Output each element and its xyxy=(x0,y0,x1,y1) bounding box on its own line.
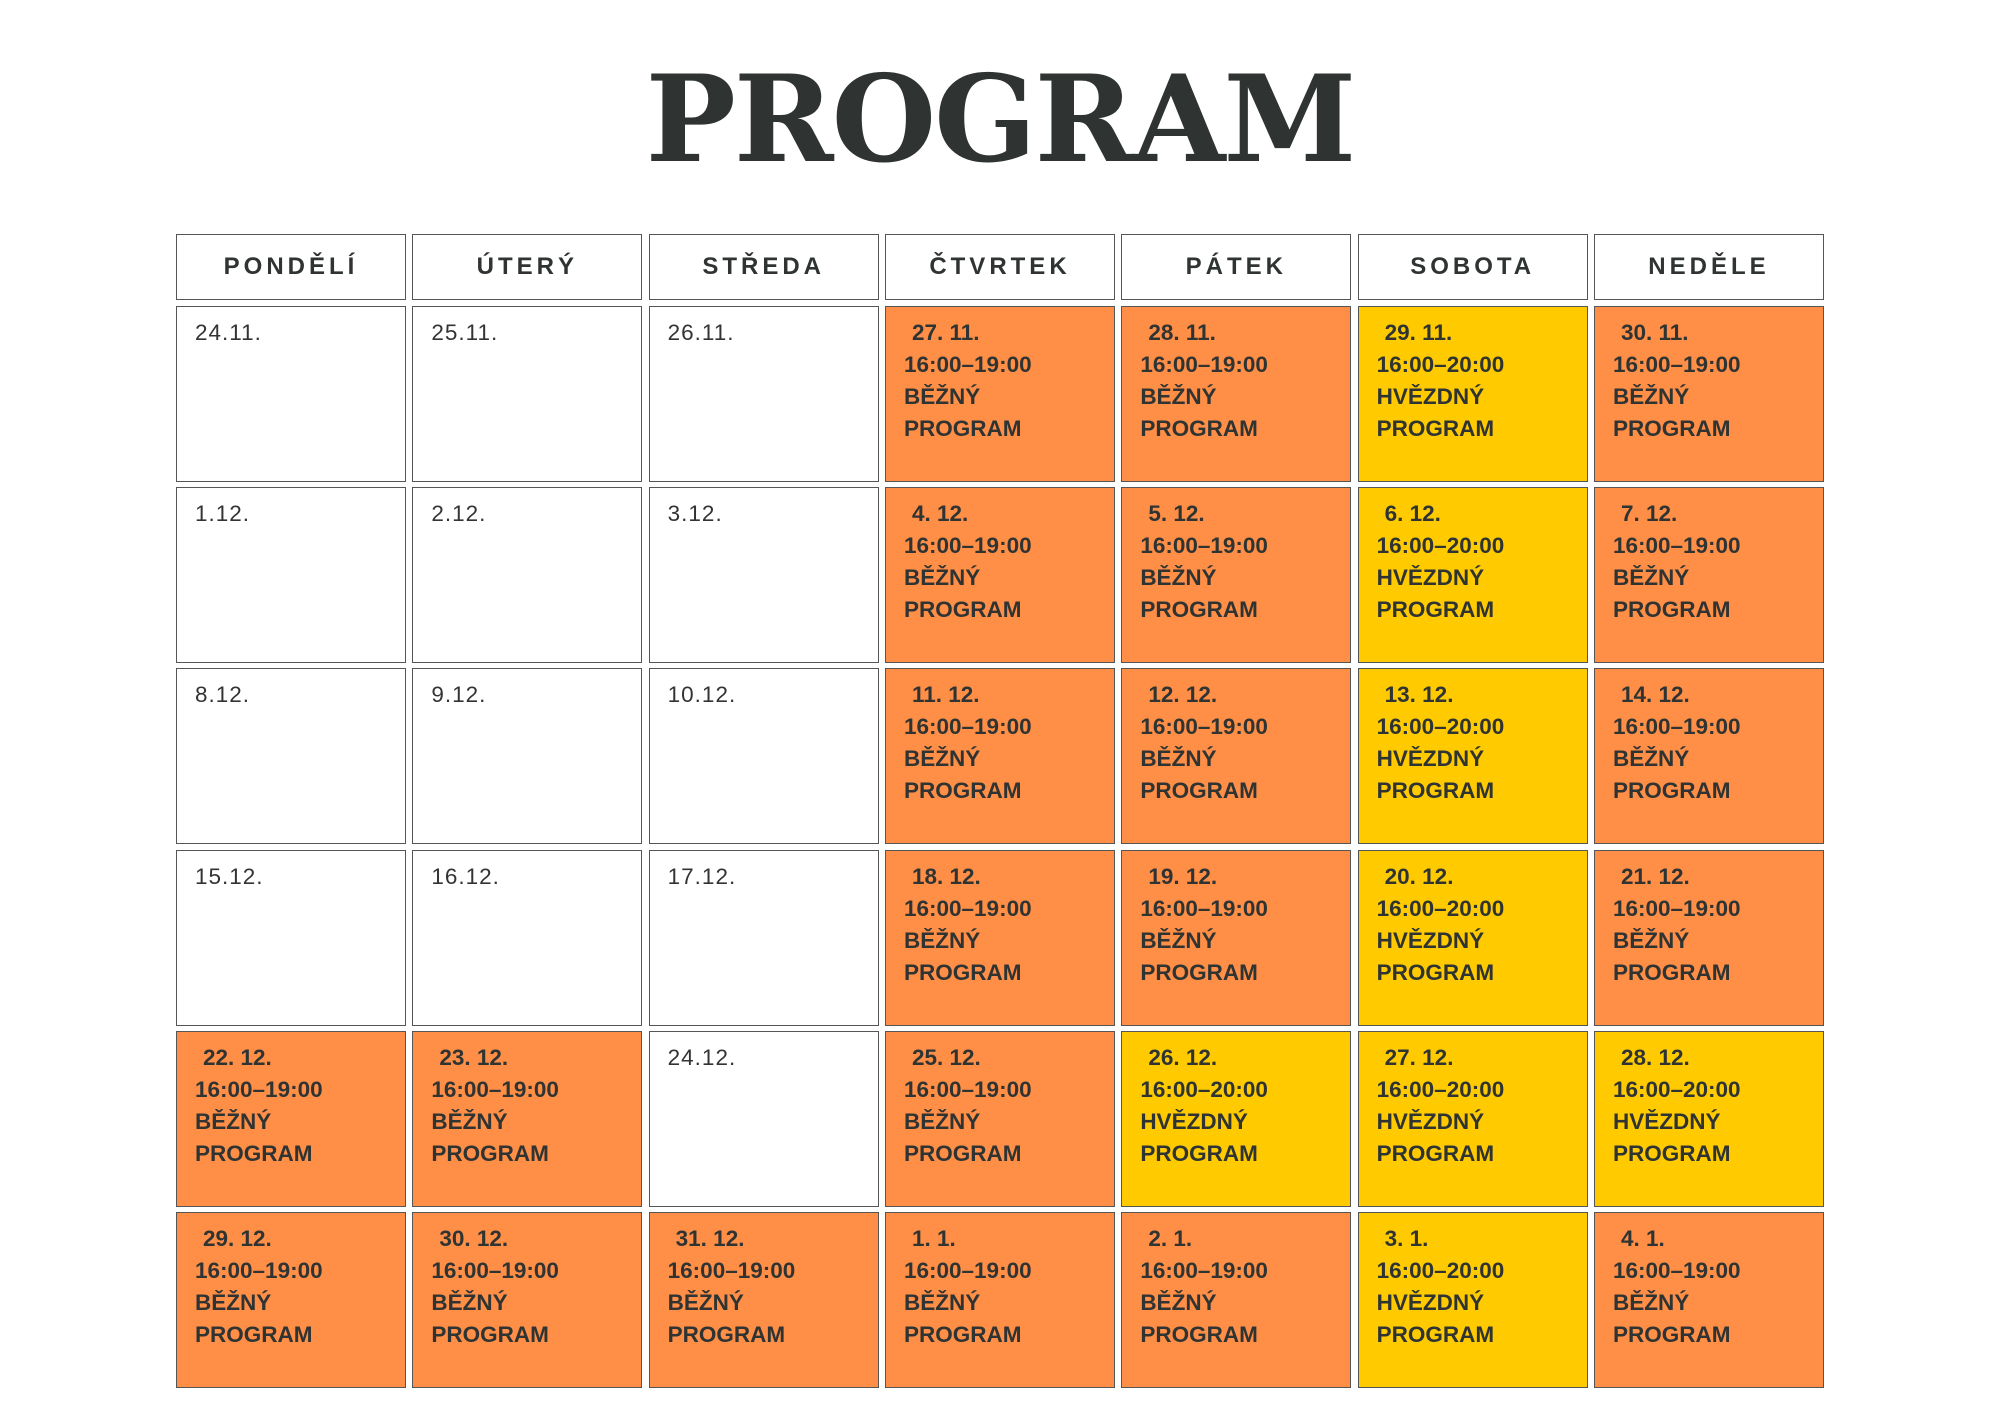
day-cell-regular-program xyxy=(1121,306,1351,482)
day-date: 3. 1. xyxy=(1384,1225,1429,1251)
day-cell-star-program xyxy=(1358,487,1588,663)
day-date: 9.12. xyxy=(431,682,487,708)
day-date: 2. 1. xyxy=(1148,1225,1193,1251)
day-program-label: BĚŽNÝ PROGRAM xyxy=(431,1108,549,1166)
day-program-label: BĚŽNÝ PROGRAM xyxy=(667,1289,786,1347)
day-cell-regular-program xyxy=(885,306,1115,482)
day-time: 16:00–19:00 xyxy=(1140,895,1268,921)
day-cell-empty xyxy=(176,850,406,1026)
day-time: 16:00–20:00 xyxy=(1376,1257,1505,1283)
day-date: 14. 12. xyxy=(1620,682,1690,708)
day-time: 16:00–20:00 xyxy=(1376,895,1505,921)
day-program-label: BĚŽNÝ PROGRAM xyxy=(903,746,1022,804)
program-calendar xyxy=(176,234,1824,1393)
day-date: 27. 11. xyxy=(911,320,980,345)
day-date: 30. 11. xyxy=(1620,320,1689,345)
day-time: 16:00–19:00 xyxy=(903,895,1032,921)
day-time: 16:00–19:00 xyxy=(903,352,1032,377)
day-program-label: HVĚZDNÝ PROGRAM xyxy=(1376,1108,1495,1166)
day-cell-regular-program xyxy=(885,1212,1115,1388)
page-title: PROGRAM xyxy=(645,49,1355,190)
day-date: 7. 12. xyxy=(1620,501,1678,527)
day-date: 13. 12. xyxy=(1384,682,1454,708)
day-program-label: BĚŽNÝ PROGRAM xyxy=(1140,1289,1258,1347)
day-cell-regular-program xyxy=(885,850,1115,1026)
day-program-label: HVĚZDNÝ PROGRAM xyxy=(1376,565,1495,623)
day-program-label: HVĚZDNÝ PROGRAM xyxy=(1376,1289,1495,1347)
weekday-header: PONDĚLÍ xyxy=(176,234,406,300)
day-program-label: BĚŽNÝ PROGRAM xyxy=(1612,1289,1731,1347)
day-date: 19. 12. xyxy=(1148,863,1218,889)
day-cell-empty xyxy=(176,487,406,663)
day-cell-empty xyxy=(649,850,879,1026)
day-date: 24.12. xyxy=(667,1044,737,1070)
day-time: 16:00–19:00 xyxy=(903,533,1032,559)
day-date: 10.12. xyxy=(667,682,737,708)
day-program-label: BĚŽNÝ PROGRAM xyxy=(903,1108,1022,1166)
day-program-label: BĚŽNÝ PROGRAM xyxy=(1140,384,1258,441)
day-time: 16:00–19:00 xyxy=(1612,714,1741,740)
day-date: 27. 12. xyxy=(1384,1044,1454,1070)
day-program-label: BĚŽNÝ PROGRAM xyxy=(195,1289,313,1347)
day-date: 5. 12. xyxy=(1148,501,1205,527)
day-time: 16:00–19:00 xyxy=(1140,352,1268,377)
day-date: 15.12. xyxy=(195,863,264,889)
day-date: 26.11. xyxy=(667,320,735,345)
day-date: 24.11. xyxy=(195,320,262,345)
day-time: 16:00–19:00 xyxy=(903,1076,1032,1102)
weekday-header: STŘEDA xyxy=(649,234,879,300)
day-cell-regular-program xyxy=(1594,306,1824,482)
day-time: 16:00–19:00 xyxy=(1612,533,1741,559)
day-time: 16:00–20:00 xyxy=(1376,714,1505,740)
day-time: 16:00–20:00 xyxy=(1376,352,1505,377)
day-date: 2.12. xyxy=(431,501,487,527)
day-date: 4. 12. xyxy=(911,501,969,527)
day-date: 1.12. xyxy=(195,501,251,527)
day-cell-regular-program xyxy=(1594,850,1824,1026)
day-cell-star-program xyxy=(1358,668,1588,844)
day-program-label: BĚŽNÝ PROGRAM xyxy=(903,1289,1022,1347)
day-cell-star-program xyxy=(1358,850,1588,1026)
day-program-label: BĚŽNÝ PROGRAM xyxy=(1612,384,1731,441)
day-time: 16:00–19:00 xyxy=(431,1076,559,1102)
day-cell-regular-program xyxy=(1594,668,1824,844)
day-date: 29. 11. xyxy=(1384,320,1453,345)
day-program-label: BĚŽNÝ PROGRAM xyxy=(431,1289,549,1347)
day-cell-star-program xyxy=(1121,1031,1351,1207)
day-program-label: BĚŽNÝ PROGRAM xyxy=(1140,746,1258,804)
day-time: 16:00–19:00 xyxy=(667,1257,796,1283)
day-cell-star-program xyxy=(1594,1031,1824,1207)
day-date: 6. 12. xyxy=(1384,501,1441,527)
day-time: 16:00–20:00 xyxy=(1376,1076,1505,1102)
day-cell-empty xyxy=(649,306,879,482)
day-date: 23. 12. xyxy=(439,1044,509,1070)
day-date: 8.12. xyxy=(195,682,251,708)
day-program-label: HVĚZDNÝ PROGRAM xyxy=(1376,384,1495,441)
day-cell-star-program xyxy=(1358,1031,1588,1207)
weekday-header: ÚTERÝ xyxy=(412,234,642,300)
day-cell-regular-program xyxy=(885,1031,1115,1207)
day-program-label: BĚŽNÝ PROGRAM xyxy=(1612,746,1731,804)
day-time: 16:00–19:00 xyxy=(195,1257,323,1283)
day-program-label: HVĚZDNÝ PROGRAM xyxy=(1140,1108,1258,1166)
weekday-header: NEDĚLE xyxy=(1594,234,1824,300)
day-program-label: HVĚZDNÝ PROGRAM xyxy=(1612,1108,1731,1166)
day-date: 30. 12. xyxy=(439,1225,509,1251)
day-time: 16:00–19:00 xyxy=(1140,1257,1268,1283)
day-program-label: BĚŽNÝ PROGRAM xyxy=(1140,565,1258,623)
day-time: 16:00–19:00 xyxy=(1612,352,1741,377)
day-cell-empty xyxy=(412,306,642,482)
day-time: 16:00–19:00 xyxy=(1612,895,1741,921)
day-time: 16:00–20:00 xyxy=(1140,1076,1268,1102)
day-cell-regular-program xyxy=(885,487,1115,663)
day-date: 21. 12. xyxy=(1620,863,1690,889)
day-time: 16:00–19:00 xyxy=(1140,714,1268,740)
day-program-label: BĚŽNÝ PROGRAM xyxy=(1612,927,1731,985)
day-program-label: BĚŽNÝ PROGRAM xyxy=(1612,565,1731,623)
day-time: 16:00–19:00 xyxy=(903,1257,1032,1283)
day-program-label: BĚŽNÝ PROGRAM xyxy=(903,927,1022,985)
day-date: 3.12. xyxy=(667,501,723,527)
day-time: 16:00–19:00 xyxy=(903,714,1032,740)
weekday-header: PÁTEK xyxy=(1121,234,1351,300)
day-program-label: BĚŽNÝ PROGRAM xyxy=(903,384,1022,441)
day-cell-regular-program xyxy=(412,1031,642,1207)
day-cell-regular-program xyxy=(1121,487,1351,663)
day-date: 29. 12. xyxy=(203,1225,272,1251)
day-cell-empty xyxy=(412,850,642,1026)
day-date: 31. 12. xyxy=(675,1225,745,1251)
day-cell-regular-program xyxy=(885,668,1115,844)
day-cell-empty xyxy=(412,487,642,663)
day-date: 11. 12. xyxy=(911,682,980,708)
weekday-header: SOBOTA xyxy=(1358,234,1588,300)
weekday-header: ČTVRTEK xyxy=(885,234,1115,300)
day-time: 16:00–20:00 xyxy=(1612,1076,1741,1102)
day-date: 18. 12. xyxy=(911,863,981,889)
day-date: 16.12. xyxy=(431,863,500,889)
day-time: 16:00–19:00 xyxy=(195,1076,323,1102)
day-cell-star-program xyxy=(1358,1212,1588,1388)
day-cell-empty xyxy=(176,668,406,844)
day-cell-regular-program xyxy=(176,1031,406,1207)
day-cell-regular-program xyxy=(1121,1212,1351,1388)
day-cell-regular-program xyxy=(1594,1212,1824,1388)
day-date: 4. 1. xyxy=(1620,1225,1665,1251)
day-cell-empty xyxy=(649,487,879,663)
day-date: 25.11. xyxy=(431,320,499,345)
day-date: 25. 12. xyxy=(911,1044,981,1070)
day-time: 16:00–20:00 xyxy=(1376,533,1505,559)
day-cell-regular-program xyxy=(1121,850,1351,1026)
day-date: 20. 12. xyxy=(1384,863,1454,889)
day-program-label: HVĚZDNÝ PROGRAM xyxy=(1376,746,1495,804)
day-time: 16:00–19:00 xyxy=(1612,1257,1741,1283)
day-date: 1. 1. xyxy=(911,1225,956,1251)
day-date: 22. 12. xyxy=(203,1044,272,1070)
day-program-label: BĚŽNÝ PROGRAM xyxy=(195,1108,313,1166)
day-cell-regular-program xyxy=(1594,487,1824,663)
day-date: 26. 12. xyxy=(1148,1044,1218,1070)
day-cell-regular-program xyxy=(412,1212,642,1388)
day-cell-empty xyxy=(649,668,879,844)
day-cell-regular-program xyxy=(1121,668,1351,844)
day-date: 28. 11. xyxy=(1148,320,1216,345)
day-time: 16:00–19:00 xyxy=(1140,533,1268,559)
day-cell-empty xyxy=(412,668,642,844)
day-cell-star-program xyxy=(1358,306,1588,482)
day-cell-regular-program xyxy=(176,1212,406,1388)
day-cell-empty xyxy=(176,306,406,482)
day-program-label: BĚŽNÝ PROGRAM xyxy=(903,565,1022,623)
day-date: 12. 12. xyxy=(1148,682,1218,708)
day-date: 28. 12. xyxy=(1620,1044,1690,1070)
day-cell-empty xyxy=(649,1031,879,1207)
day-time: 16:00–19:00 xyxy=(431,1257,559,1283)
day-program-label: BĚŽNÝ PROGRAM xyxy=(1140,927,1258,985)
day-program-label: HVĚZDNÝ PROGRAM xyxy=(1376,927,1495,985)
day-cell-regular-program xyxy=(649,1212,879,1388)
day-date: 17.12. xyxy=(667,863,737,889)
